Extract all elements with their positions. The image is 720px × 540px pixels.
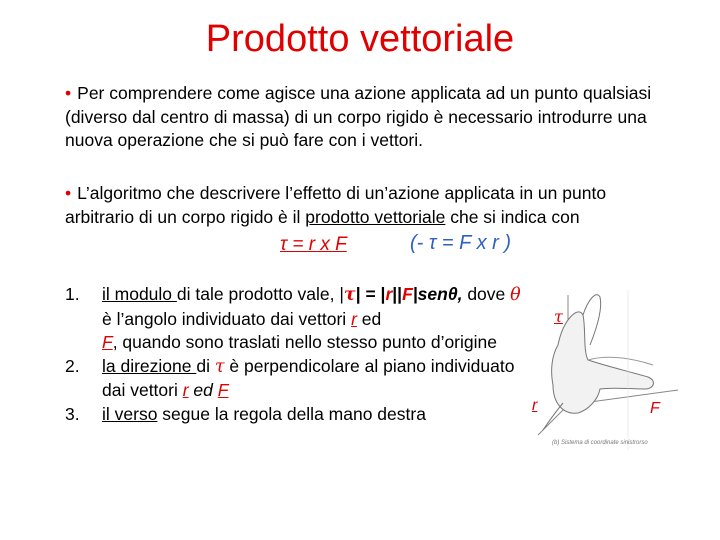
list-item-heading: il modulo bbox=[102, 284, 177, 304]
list-item-heading: il verso bbox=[102, 403, 158, 424]
property-list bbox=[65, 283, 538, 426]
intro-text: Per comprendere come agisce una azione applicata ad un punto qualsiasi (diverso dal centro di massa) di un corpo rigido è necessario introdurre una nuova operazione che si può fare con i vettori. bbox=[65, 83, 652, 150]
symbol-theta: θ bbox=[510, 285, 521, 305]
symbol-r: r bbox=[385, 284, 393, 304]
formula-inverse: (- τ = F x r ) bbox=[410, 232, 511, 254]
figure-caption: (b) Sistema di coordinate sinistrorso bbox=[552, 440, 648, 446]
list-text: di tale prodotto vale, | bbox=[176, 284, 344, 304]
list-text: , quando sono traslati nello stesso punto d’origine bbox=[112, 332, 497, 352]
list-item-heading: la direzione bbox=[102, 355, 197, 376]
list-text: | = | bbox=[355, 284, 386, 304]
paragraph-intro bbox=[65, 82, 665, 153]
symbol-r: r bbox=[351, 308, 357, 329]
algorithm-text-a: L’algoritmo che descrivere l’effetto di un’azione applicata in un punto arbitrario di un corpo rigido è il bbox=[65, 183, 607, 227]
list-item bbox=[65, 283, 535, 355]
list-text: di bbox=[196, 355, 215, 376]
cross-product-link: prodotto vettoriale bbox=[305, 206, 446, 227]
list-item bbox=[65, 403, 535, 427]
list-text: dove bbox=[467, 284, 511, 304]
symbol-tau: τ bbox=[343, 285, 356, 305]
symbol-F: F bbox=[402, 284, 413, 304]
figure-label-F: F bbox=[650, 400, 660, 417]
list-number: 3. bbox=[65, 403, 80, 424]
list-text: ed bbox=[356, 308, 382, 329]
symbol-r: r bbox=[182, 380, 189, 400]
algorithm-text-b: che si indica con bbox=[445, 206, 580, 227]
list-number: 1. bbox=[65, 284, 80, 304]
symbol-tau: τ bbox=[214, 356, 225, 377]
list-text: |senθ, bbox=[412, 284, 463, 304]
figure-label-r: r bbox=[532, 397, 538, 414]
list-text: è l’angolo individuato dai vettori bbox=[102, 308, 352, 329]
symbol-F: F bbox=[102, 332, 113, 352]
list-text: ed bbox=[188, 380, 218, 400]
paragraph-algorithm bbox=[65, 182, 665, 229]
list-number: 2. bbox=[65, 355, 80, 376]
list-item bbox=[65, 355, 535, 403]
list-text: è perpendicolare al piano individuato dai vettori bbox=[102, 355, 515, 400]
list-text: segue la regola della mano destra bbox=[157, 403, 426, 424]
right-hand-rule-figure bbox=[528, 285, 683, 455]
symbol-F: F bbox=[217, 380, 229, 400]
list-text: || bbox=[392, 284, 403, 304]
page-title: Prodotto vettoriale bbox=[205, 18, 515, 60]
bullet: • bbox=[65, 83, 72, 103]
bullet: • bbox=[65, 183, 72, 203]
formula-torque: τ = r x F bbox=[280, 234, 347, 255]
hand-illustration bbox=[528, 285, 683, 455]
figure-label-tau: τ bbox=[554, 307, 563, 326]
